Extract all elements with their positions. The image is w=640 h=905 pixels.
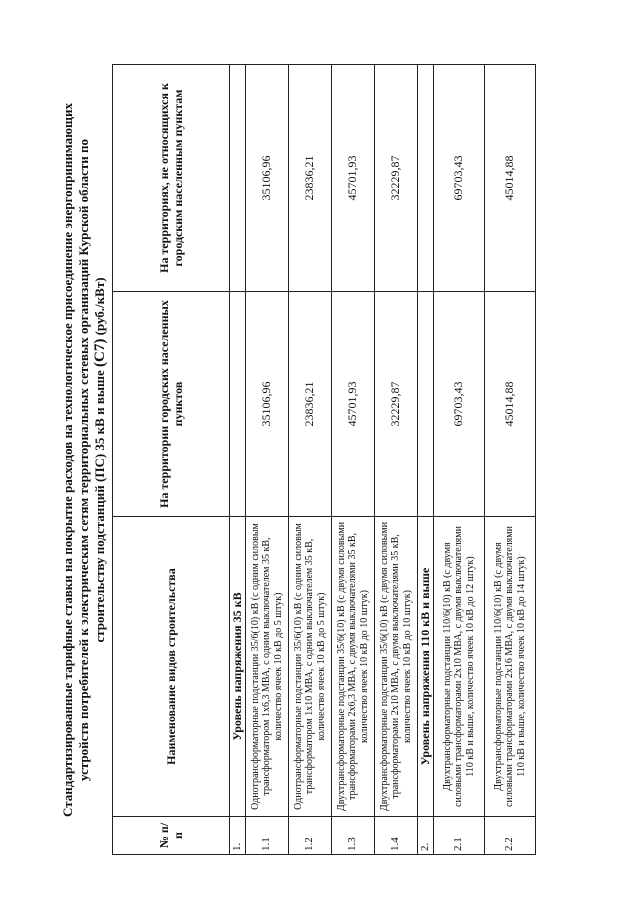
title-line-1: Стандартизированные тарифные ставки на покрытие расходов на технологическое присоединение энергопринимающих	[60, 103, 75, 817]
header-num: № п/п	[113, 817, 230, 855]
table-row	[246, 65, 289, 855]
row-urban-value: 23836,21	[289, 292, 332, 517]
title-line-2: устройств потребителей к электрическим сетям территориальных сетевых организаций Курской области по	[76, 138, 91, 782]
table-row	[289, 65, 332, 855]
row-rural-value: 45014,88	[485, 65, 536, 292]
section-num: 1.	[230, 817, 246, 855]
title-tariff-code: (С7)	[92, 338, 108, 367]
section-label: Уровень напряжения 35 кВ	[230, 517, 246, 817]
section-label: Уровень напряжения 110 кВ и выше	[418, 517, 434, 817]
table-row	[434, 65, 485, 855]
row-rural-value: 23836,21	[289, 65, 332, 292]
row-rural-value: 35106,96	[246, 65, 289, 292]
table-row	[375, 65, 418, 855]
row-num: 2.2	[485, 817, 536, 855]
row-num: 1.2	[289, 817, 332, 855]
table-row	[332, 65, 375, 855]
row-num: 1.3	[332, 817, 375, 855]
row-name: Двухтрансформаторные подстанции 110/6(10) кВ (с двумя силовыми трансформаторами 2х16 МВА, с двумя выключателями 110 кВ и выше, количество ячеек 10 кВ до 14 штук)	[485, 517, 536, 817]
row-urban-value: 45014,88	[485, 292, 536, 517]
row-urban-value: 69703,43	[434, 292, 485, 517]
row-name: Двухтрансформаторные подстанции 110/6(10) кВ (с двумя силовыми трансформаторами 2х10 МВА, с двумя выключателями 110 кВ и выше, количество ячеек 10 кВ до 12 штук)	[434, 517, 485, 817]
empty-cell	[230, 292, 246, 517]
section-num: 2.	[418, 817, 434, 855]
row-num: 1.4	[375, 817, 418, 855]
row-rural-value: 69703,43	[434, 65, 485, 292]
row-name: Однотрансформаторные подстанции 35/6(10) кВ (с одним силовым трансформатором 1х6,3 МВА, с одним выключателем 35 кВ, количество ячеек 10 кВ до 5 штук)	[246, 517, 289, 817]
section-row	[418, 65, 434, 855]
row-rural-value: 45701,93	[332, 65, 375, 292]
row-name: Однотрансформаторные подстанции 35/6(10) кВ (с одним силовым трансформатором 1х10 МВА, с одним выключателем 35 кВ, количество ячеек 10 кВ до 5 штук)	[289, 517, 332, 817]
title-line-3	[92, 60, 108, 860]
row-urban-value: 32229,87	[375, 292, 418, 517]
document-title	[60, 60, 108, 860]
table-row	[485, 65, 536, 855]
tariff-table	[112, 64, 536, 855]
row-name: Двухтрансформаторные подстанции 35/6(10) кВ (с двумя силовыми трансформаторами 2х6,3 МВА, с двумя выключателями 35 кВ, количество ячеек 10 кВ до 10 штук)	[332, 517, 375, 817]
title-unit: (руб./кВт)	[92, 277, 107, 339]
empty-cell	[418, 292, 434, 517]
header-rural: На территориях, не относящихся к городским населенным пунктам	[113, 65, 230, 292]
empty-cell	[230, 65, 246, 292]
row-rural-value: 32229,87	[375, 65, 418, 292]
table-header-row	[113, 65, 230, 855]
row-urban-value: 45701,93	[332, 292, 375, 517]
row-name: Двухтрансформаторные подстанции 35/6(10) кВ (с двумя силовыми трансформаторами 2х10 МВА, с двумя выключателями 35 кВ, количество ячеек 10 кВ до 10 штук)	[375, 517, 418, 817]
row-urban-value: 35106,96	[246, 292, 289, 517]
section-row	[230, 65, 246, 855]
empty-cell	[418, 65, 434, 292]
title-line-3-text: строительству подстанций (ПС) 35 кВ и выше	[92, 367, 107, 643]
row-num: 2.1	[434, 817, 485, 855]
header-name: Наименование видов строительства	[113, 517, 230, 817]
header-urban: На территории городских населенных пунктов	[113, 292, 230, 517]
row-num: 1.1	[246, 817, 289, 855]
